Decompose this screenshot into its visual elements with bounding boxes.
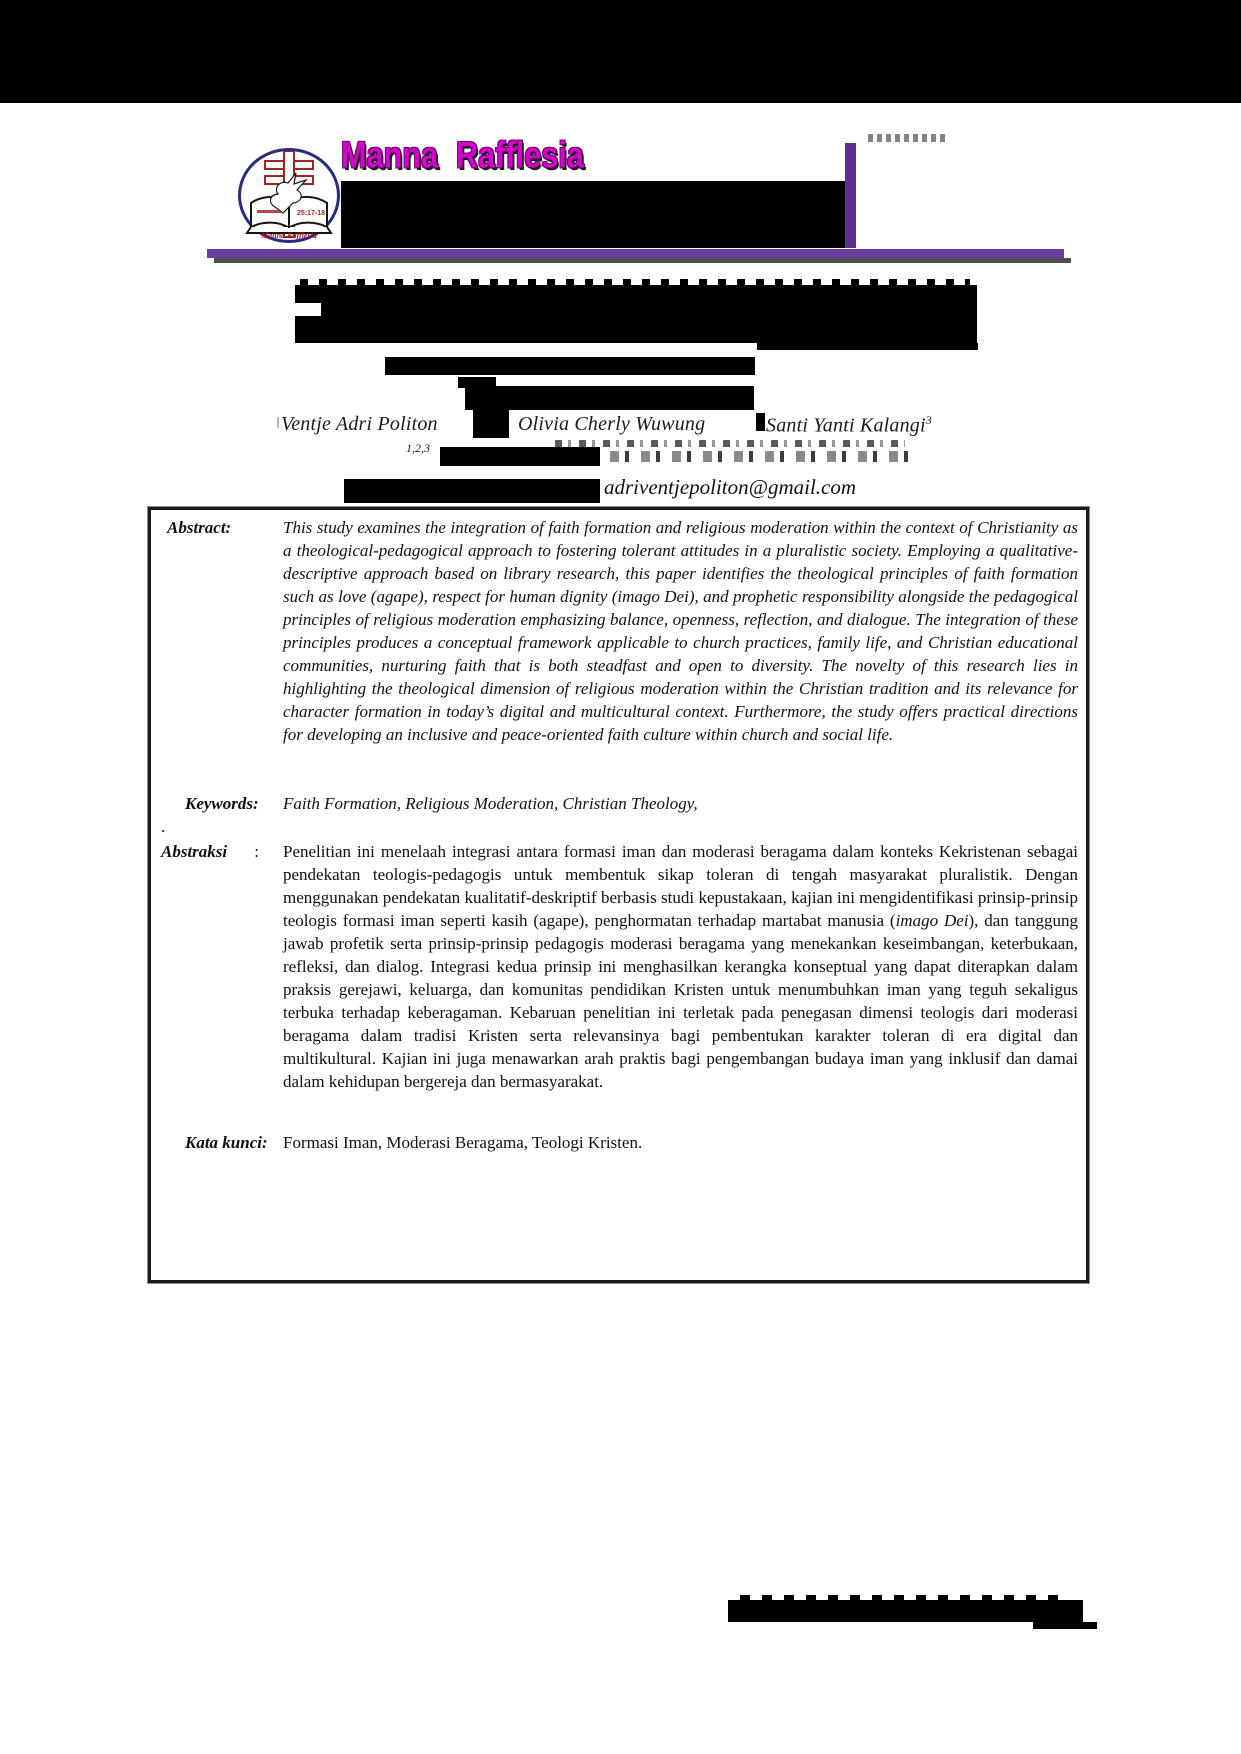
journal-title: Manna Rafflesia xyxy=(341,134,584,176)
abstraksi-row xyxy=(151,840,1078,1093)
journal-logo-icon xyxy=(241,151,337,240)
keywords-label: Keywords: xyxy=(185,794,259,813)
keywords-row xyxy=(151,792,1078,815)
affiliation-text-remnant-top xyxy=(555,440,905,447)
author-sup-remnant xyxy=(277,417,279,428)
header-redaction-band xyxy=(0,0,1241,103)
right-page-verse: 25:17-18 xyxy=(297,210,326,217)
abstract-row xyxy=(151,516,1078,746)
kata-kunci-text: Formasi Iman, Moderasi Beragama, Teologi Kristen. xyxy=(283,1133,643,1152)
spacer xyxy=(151,1093,1078,1131)
abstract-label: Abstract: xyxy=(167,518,232,537)
abstract-box xyxy=(148,507,1089,1283)
author-2: Olivia Cherly Wuwung xyxy=(518,413,706,435)
footer-redaction-bar xyxy=(728,1600,1083,1622)
keywords-text: Faith Formation, Religious Moderation, Christian Theology, xyxy=(283,794,698,813)
abstraksi-text xyxy=(283,840,1078,1093)
abstract-text: This study examines the integration of faith formation and religious moderation within the context of Christianity as a theological-pedagogical approach to fostering tolerant attitudes in a pluralistic society. Employing a qualitative-descriptive approach based on library research, this paper identifies the theological principles of faith formation such as love (agape), respect for human dignity (imago Dei), and prophetic responsibility alongside the pedagogical principles of religious moderation emphasizing balance, openness, reflection, and dialogue. The integration of these principles produces a conceptual framework applicable to church practices, family life, and Christian educational communities, nurturing faith that is both steadfast and open to diversity. The novelty of this research lies in highlighting the theological dimension of religious moderation within the Christian tradition and its relevance for character formation in today’s digital and multicultural context. Furthermore, the study offers practical directions for developing an inclusive and peace-oriented faith culture within church and social life. xyxy=(283,518,1078,744)
author-3-superscript: 3 xyxy=(925,413,932,427)
header-rule xyxy=(207,249,1064,258)
abstraksi-label-colon: : xyxy=(254,842,259,861)
author-1-sup-redaction xyxy=(473,403,509,438)
header-purple-divider xyxy=(845,143,856,248)
journal-logo xyxy=(238,148,340,243)
title-redaction-bar-2 xyxy=(385,357,755,375)
author-3-name: Santi Yanti Kalangi xyxy=(766,414,926,437)
title-redaction-gap xyxy=(295,303,321,316)
affiliation-text-remnant-bottom xyxy=(610,451,910,462)
stray-dot: . xyxy=(161,817,166,836)
kata-kunci-label: Kata kunci: xyxy=(185,1133,268,1152)
kata-kunci-row xyxy=(151,1131,1078,1154)
title-redaction-bar-1 xyxy=(295,285,977,343)
abstraksi-text-part2: ), dan tanggung jawab profetik serta prinsip-prinsip pedagogis moderasi beragama yang menekankan keseimbangan, keterbukaan, refleksi, dan dialog. Integrasi kedua prinsip ini menghasilkan kerangka konseptual yang dapat diterapkan dalam praksis gerejawi, keluarga, dan komunitas pendidikan Kristen untuk menumbuhkan iman yang teguh sekaligus terbuka terhadap keberagaman. Kebaruan penelitian ini terletak pada penegasan dimensi teologis dari moderasi beragama dalam tradisi Kristen serta relevansinya bagi pembentukan karakter toleran di era digital dan multikultural. Kajian ini juga menawarkan arah praktis bagi pengembangan budaya iman yang inklusif dan damai dalam kehidupan bergereja dan bermasyarakat. xyxy=(283,911,1078,1091)
header-subtitle-redaction xyxy=(341,181,845,248)
affiliation-redaction-bar xyxy=(440,447,600,466)
title-redaction-thin-line xyxy=(757,343,978,350)
email-address[interactable]: adriventjepoliton@gmail.com xyxy=(604,475,857,499)
affiliation-superscript: 1,2,3 xyxy=(406,441,430,455)
left-page-microtext xyxy=(257,210,281,213)
abstraksi-label-word: Abstraksi xyxy=(161,842,228,861)
email-prefix-redaction xyxy=(344,479,600,503)
header-rule-shadow xyxy=(214,258,1071,263)
footer-redaction-tail xyxy=(1033,1622,1097,1629)
header-masthead xyxy=(207,132,845,248)
author-1: Ventje Adri Politon xyxy=(281,413,438,435)
spacer xyxy=(151,746,1078,792)
author-3 xyxy=(766,413,932,438)
abstraksi-label xyxy=(151,840,283,863)
author-2-sup-redaction xyxy=(756,413,765,431)
header-issue-microtext xyxy=(868,134,947,142)
abstraksi-text-part1: Penelitian ini menelaah integrasi antara formasi iman dan moderasi beragama dalam konteks Kekristenan sebagai pendekatan teologis-pedagogis untuk membentuk sikap toleran di tengah masyarakat pluralistik. Dengan menggunakan pendekatan kualitatif-deskriptif berbasis studi kepustakaan, kajian ini mengidentifikasi prinsip-prinsip teologis formasi iman seperti kasih (agape), penghormatan terhadap martabat manusia ( xyxy=(283,842,1078,930)
logo-caption: Manna Rafflesia xyxy=(261,231,317,240)
abstraksi-italic-phrase: imago Dei xyxy=(895,911,969,930)
